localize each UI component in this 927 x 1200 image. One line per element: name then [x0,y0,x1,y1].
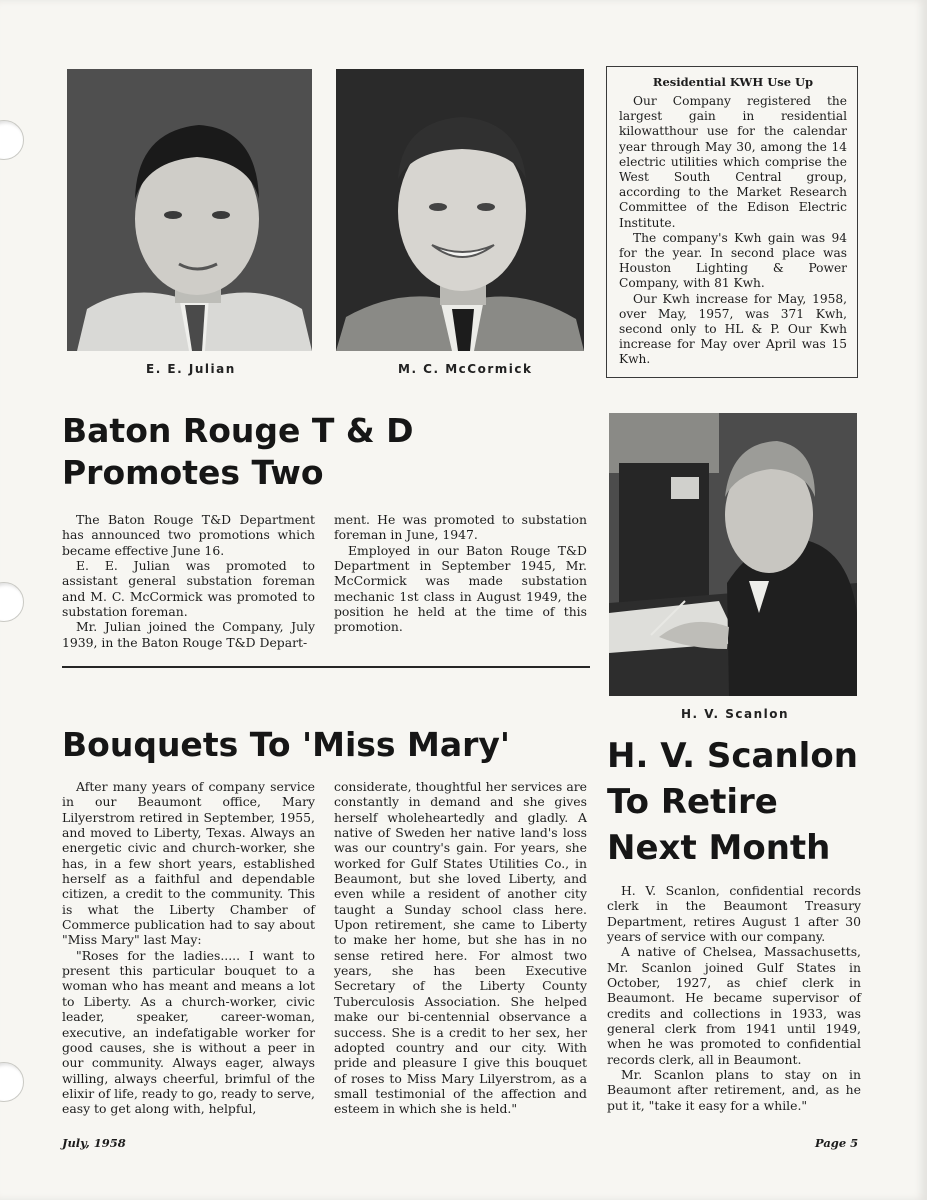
scanlon-article: H. V. Scanlon, confidential records clerk in the Beaumont Treasury Department, retires August 1 after 30 years of service with our company. A native of Chelsea, Massachusetts, Mr. Scanlon joined Gulf States in October, 1927, as chief clerk in Beaumont. He became supervisor of credits and collections in 1933, was general clerk from 1941 until 1949, when he was promoted to confidential records clerk, all in Beaumont. Mr. Scanlon plans to stay on in Beaumont after retirement, and, as he put it, "take it easy for a while." [607,883,861,1113]
kwh-box-title: Residential KWH Use Up [652,75,814,89]
kwh-sidebar-box [606,66,858,378]
photo-scanlon [609,413,857,696]
binder-hole [0,120,24,160]
baton-rouge-column-2: ment. He was promoted to substation foreman in June, 1947. Employed in our Baton Rouge T&D Department in September 1945, Mr. McCormick was made substation mechanic 1st class in August 1949, the position he held at the time of this promotion. [334,512,587,635]
caption-mccormick: M. C. McCormick [398,362,533,376]
scanlon-headline: H. V. Scanlon To Retire Next Month [607,736,858,868]
photo-mccormick [336,69,584,351]
baton-rouge-column-1: The Baton Rouge T&D Department has announced two promotions which became effective June 16. E. E. Julian was promoted to assistant general substation foreman and M. C. McCormick was promoted to substation foreman. Mr. Julian joined the Company, July 1939, in the Baton Rouge T&D Depart- [62,512,315,650]
bouquets-column-2: considerate, thoughtful her services are constantly in demand and she gives herself wholeheartedly and gladly. A native of Sweden her native land's loss was our country's gain. For years, she worked for Gulf States Utilities Co., in Beaumont, but she loved Liberty, and even while a resident of another city taught a Sunday school class here. Upon retirement, she came to Liberty to make her home, but she has in no sense retired here. For almost two years, she has been Executive Secretary of the Liberty County Tuberculosis Association. She helped make our bi-centennial observance a success. She is a credit to her sex, her adopted country and our city. With pride and pleasure I give this bouquet of roses to Miss Mary Lilyerstrom, as a small testimonial of the affection and esteem in which she is held." [334,779,587,1117]
photo-julian [67,69,312,351]
kwh-paragraph: Our Kwh increase for May, 1958, over May, 1957, was 371 Kwh, second only to HL & P. Our Kwh increase for May over April was 15 Kwh. [619,291,847,367]
baton-rouge-headline: Baton Rouge T & D Promotes Two [62,411,414,493]
bouquets-column-1: After many years of company service in our Beaumont office, Mary Lilyerstrom retired in September, 1955, and moved to Liberty, Texas. Always an energetic civic and church-worker, she has, in a few short years, established herself as a faithful and dependable citizen, a credit to the community. This is what the Liberty Chamber of Commerce publication had to say about "Miss Mary" last May: "Roses for the ladies..... I want to present this particular bouquet to a woman who has meant and means a lot to Liberty. As a church-worker, civic leader, speaker, career-woman, executive, an indefatigable worker for good causes, she is without a peer in our community. Always eager, always willing, always cheerful, brimful of the elixir of life, ready to go, ready to serve, easy to get along with, helpful, [62,779,315,1117]
footer-page-number: Page 5 [815,1136,859,1150]
bouquets-headline: Bouquets To 'Miss Mary' [62,725,511,764]
binder-hole [0,582,24,622]
binder-hole [0,1062,24,1102]
caption-scanlon: H. V. Scanlon [681,707,790,721]
kwh-paragraph: The company's Kwh gain was 94 for the year. In second place was Houston Lighting & Power Company, with 81 Kwh. [619,230,847,291]
section-divider [62,666,590,668]
footer-date: July, 1958 [62,1136,126,1150]
kwh-paragraph: Our Company registered the largest gain in residential kilowatthour use for the calendar year through May 30, among the 14 electric utilities which comprise the West South Central group, according to the Market Research Committee of the Edison Electric Institute. [619,94,847,230]
caption-julian: E. E. Julian [146,362,236,376]
